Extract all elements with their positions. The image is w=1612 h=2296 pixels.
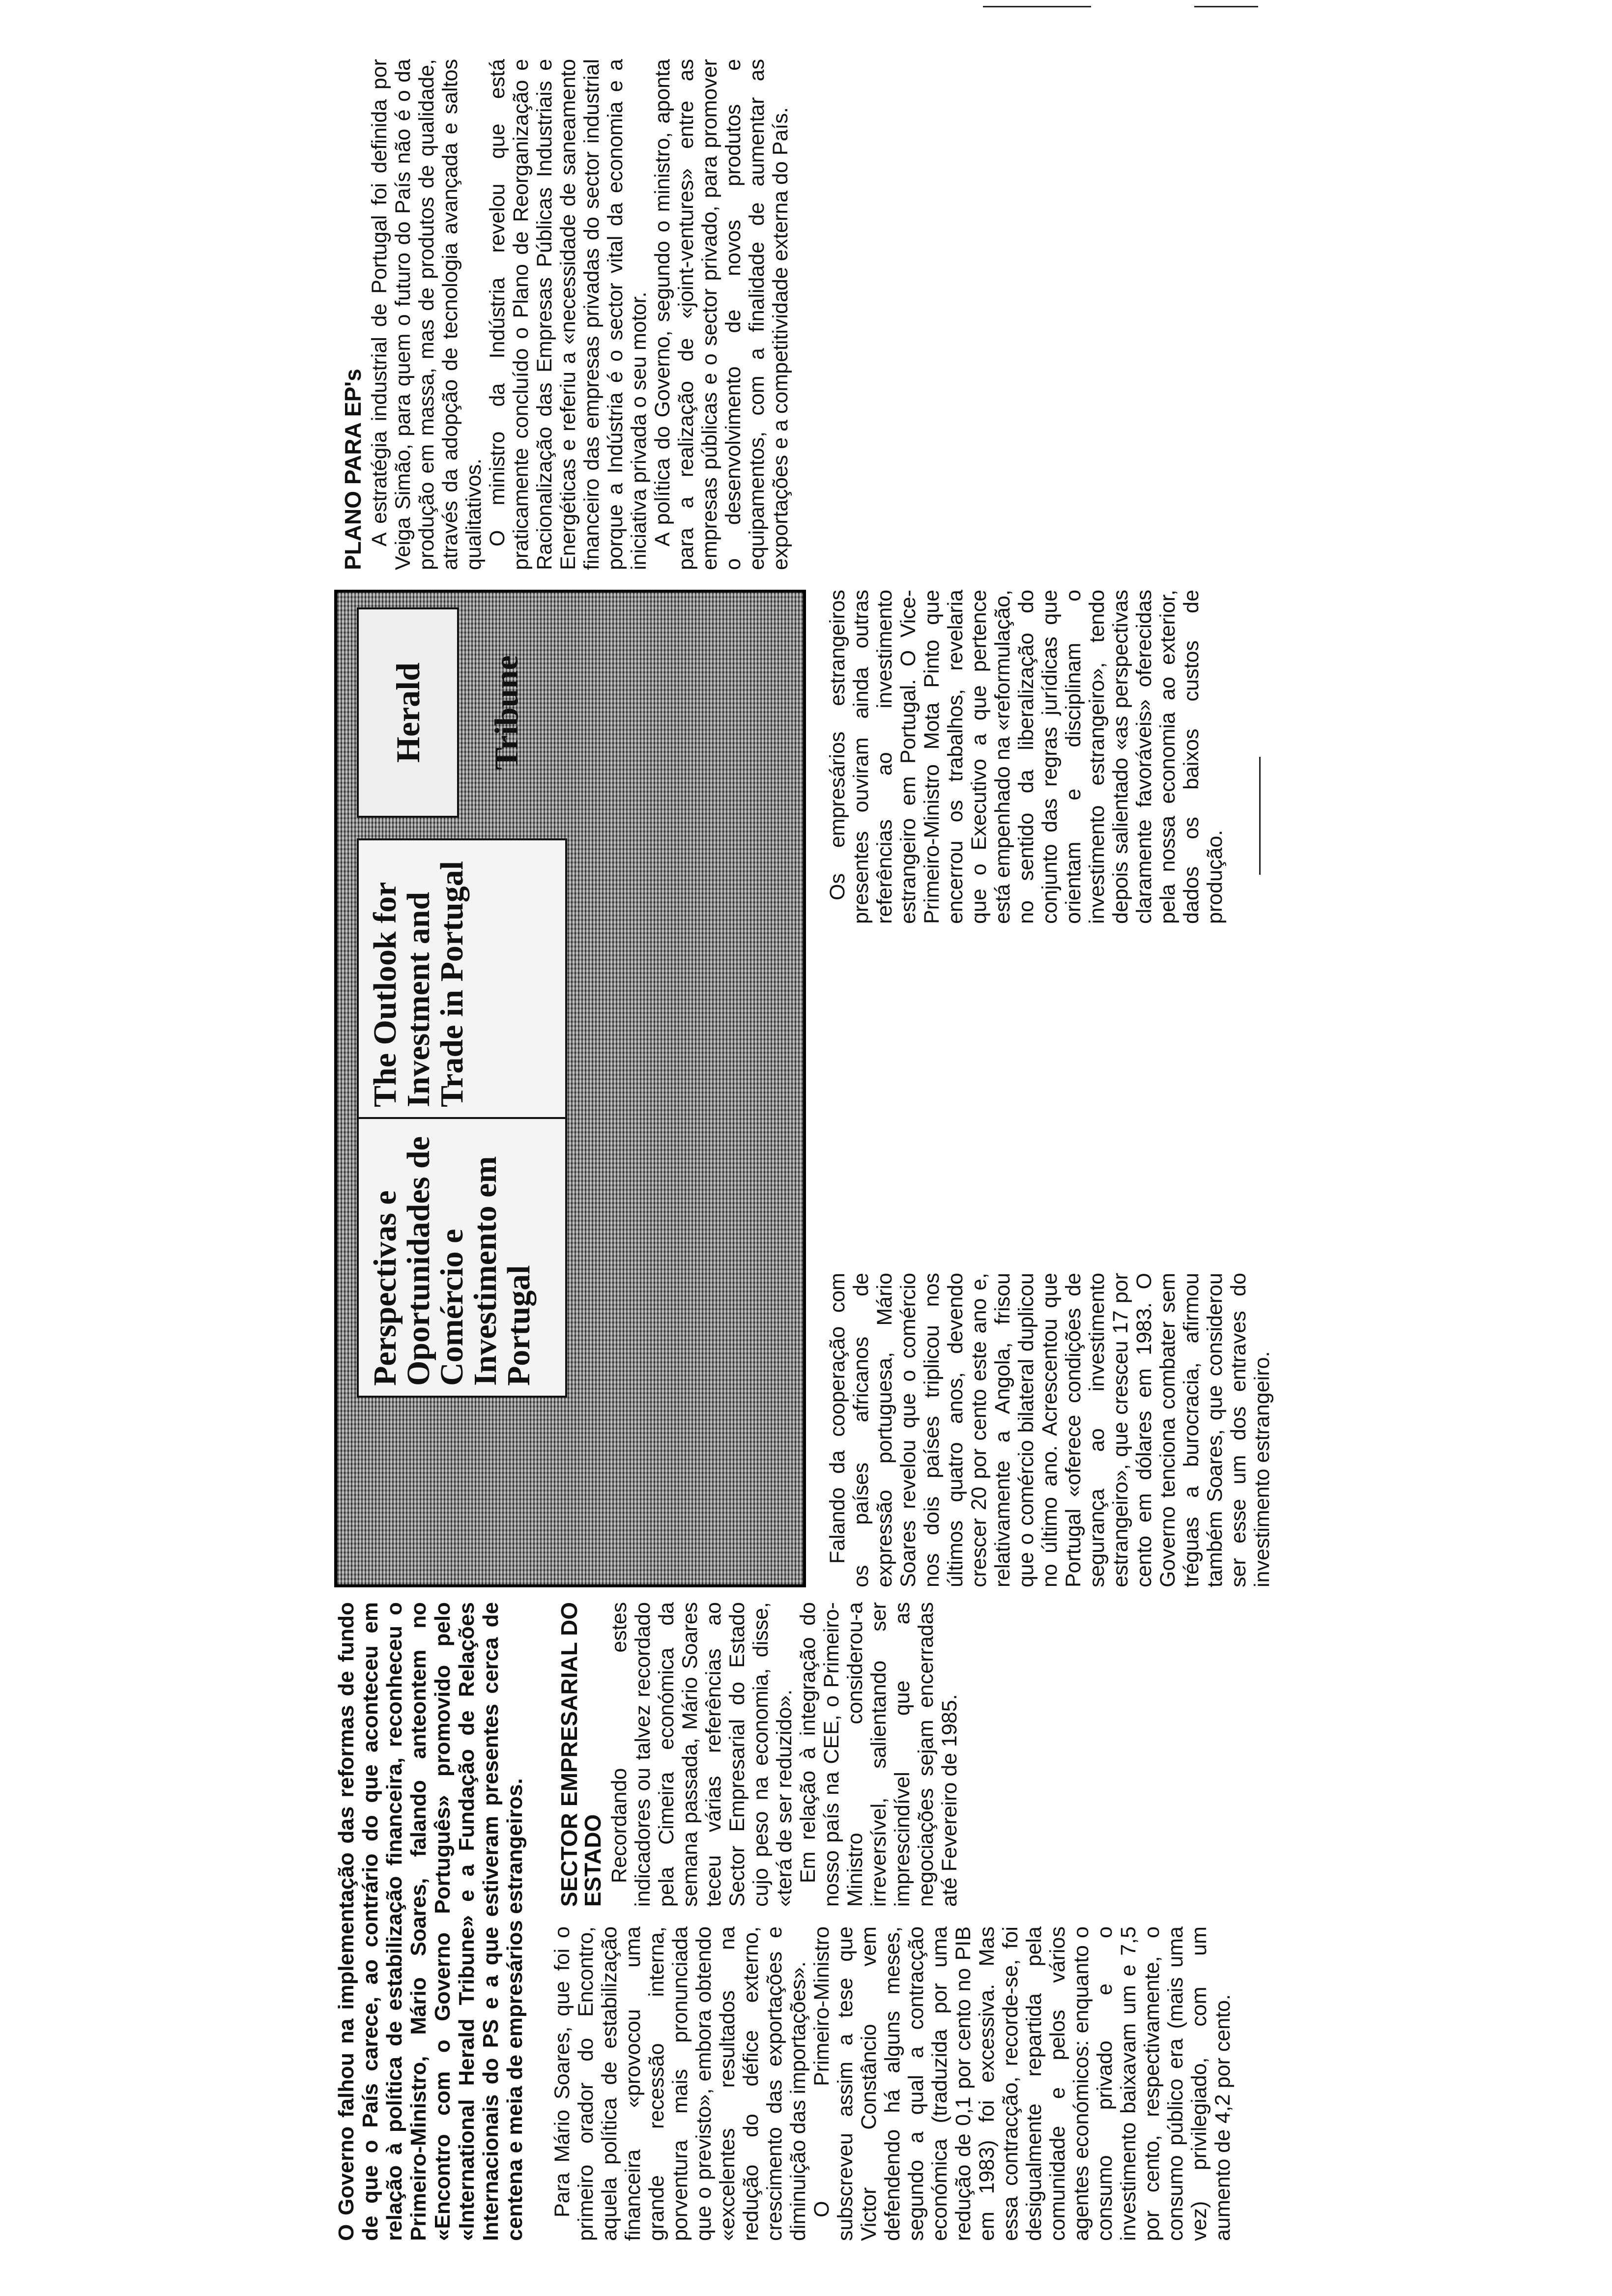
news-photo bbox=[334, 590, 806, 1587]
paragraph: A estratégia industrial de Portugal foi definida por Veiga Simão, para quem o futuro do País não é o da produção em massa, mas de produtos de qualidade, através da adopção de tecnologia avançada e saltos qualitativos. bbox=[368, 59, 486, 570]
banner-english: The Outlook for Investment and Trade in Portugal bbox=[367, 861, 470, 1107]
section-heading: PLANO PARA EP's bbox=[340, 369, 366, 570]
article-column-right bbox=[334, 59, 792, 570]
paragraph: Recordando estes indicadores ou talvez recordado pela Cimeira económica da semana passada, Mário Soares teceu várias referências ao Sector Empresarial do Estado cujo peso na economia, disse, «terá de ser reduzido». bbox=[607, 1602, 796, 1907]
article-column-5 bbox=[826, 590, 1227, 924]
paragraph: Falando da cooperação com os países africanos de expressão portuguesa, Mário Soares revelou que o comércio nos dois países triplicou nos últimos quatro anos, devendo crescer 20 por cento este ano e, relativamente a Angola, frisou que o comércio bilateral duplicou no último ano. Acrescentou que Portugal «oferece condições de segurança ao investimento estrangeiro», que cresceu 17 por cento em dólares em 1983. O Governo tenciona combater sem tréguas a burocracia, afirmou também Soares, que considerou ser esse um dos entraves do investimento estrangeiro. bbox=[826, 1273, 1274, 1587]
newspaper-clipping bbox=[334, 59, 1274, 2241]
scan-edge-right bbox=[1259, 757, 1261, 875]
paragraph: Em relação à integração do nosso país na CEE, o Primeiro-Ministro considerou-a irreversível, salientando ser imprescindível que as negociações sejam encerradas até Fevereiro de 1985. bbox=[796, 1602, 961, 1907]
paragraph: Para Mário Soares, que foi o primeiro orador do Encontro, aquela política de estabilização financeira «provocou uma grande recessão interna, porventura mais pronunciada que o previsto», embora obtendo «excelentes resultados na redução do défice externo, crescimento das exportações e diminuição das importações». bbox=[550, 1926, 810, 2241]
paragraph: O ministro da Indústria revelou que está praticamente concluído o Plano de Reorganização e Racionalização das Empresas Públicas Industriais e Energéticas e referiu a «necessidade de saneamento financeiro das empresas privadas do sector industrial porque a Indústria é o sector vital da economia e a iniciativa privada o seu motor. bbox=[486, 59, 651, 570]
article-column-2 bbox=[550, 1602, 961, 1907]
scan-edge-top-right bbox=[1194, 6, 1258, 7]
herald-tribune-masthead: Herald Tribune bbox=[357, 607, 459, 818]
conference-banner bbox=[357, 838, 567, 1398]
banner-portuguese: Perspectivas e Oportunidades de Comércio e Investimento em Portugal bbox=[359, 1117, 565, 1396]
paragraph: O Primeiro-Ministro subscreveu assim a tese que Victor Constâncio vem defendendo há alguns meses, segundo a qual a contracção económica (traduzida por uma redução de 0,1 por cento no PIB em 1983) foi excessiva. Mas essa contracção, recorde-se, foi desigualmente repartida pela comunidade e pelos vários agentes económicos: enquanto o consumo privado e o investimento baixavam um e 7,5 por cento, respectivamente, o consumo público era (mais uma vez) privilegiado, com um aumento de 4,2 por cento. bbox=[810, 1926, 1235, 2241]
article-lead: O Governo falhou na implementação das reformas de fundo de que o País carece, ao contrário do que aconteceu em relação à política de estabilização financeira, reconheceu o Primeiro-Ministro, Mário Soares, falando anteontem no «Encontro com o Governo Português» promovido pelo «International Herald Tribune» e a Fundação de Relações Internacionais do PS e a que estiveram presentes cerca de centena e meia de empresários estrangeiros. bbox=[334, 1602, 527, 2241]
article-column-3 bbox=[826, 1273, 1274, 1587]
section-heading: SECTOR EMPRESARIAL DO ESTADO bbox=[556, 1602, 605, 1907]
paragraph: A política do Governo, segundo o ministro, aponta para a realização de «joint-ventures» entre as empresas públicas e o sector privado, para promover o desenvolvimento de novos produtos e equipamentos, com a finalidade de aumentar as exportações e a competitividade externa do País. bbox=[651, 59, 792, 570]
article-column-1 bbox=[550, 1926, 1235, 2241]
scan-edge-top bbox=[983, 6, 1091, 7]
paragraph: Os empresários estrangeiros presentes ouviram ainda outras referências ao investimento estrangeiro em Portugal. O Vice-Primeiro-Ministro Mota Pinto que encerrou os trabalhos, revelaria que o Executivo a que pertence está empenhado na «reformulação, no sentido da liberalização do conjunto das regras jurídicas que orientam e disciplinam o investimento estrangeiro», tendo depois salientado «as perspectivas claramente favoráveis» oferecidas pela nossa economia ao exterior, dados os baixos custos de produção. bbox=[826, 590, 1227, 924]
